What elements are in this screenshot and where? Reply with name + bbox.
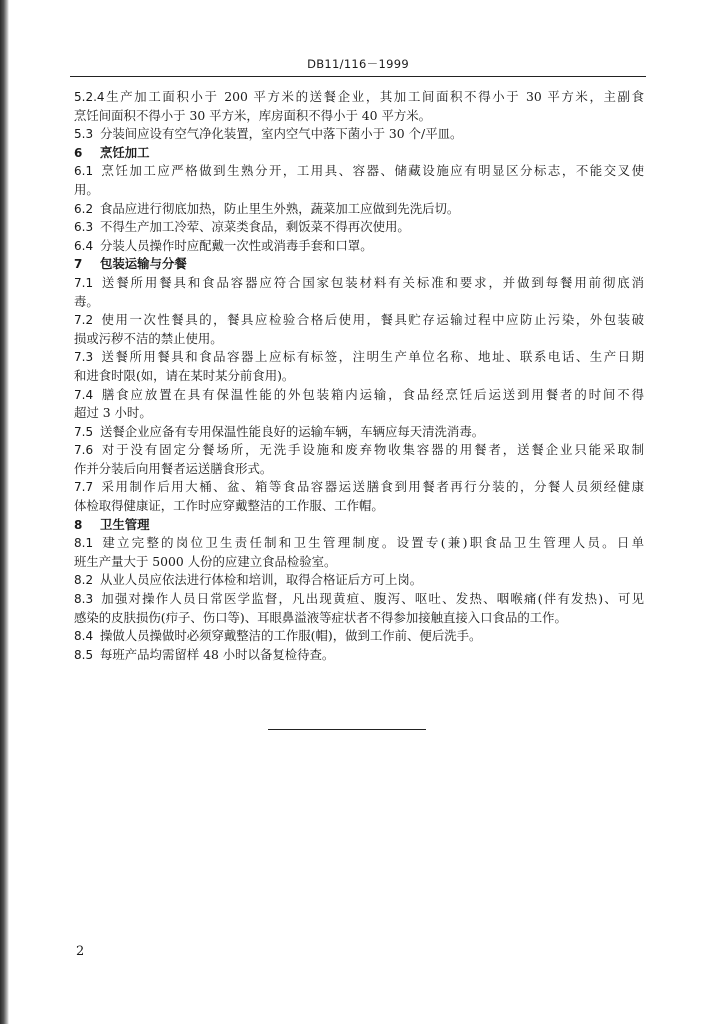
clause-8-2: 8.2 从业人员应依法进行体检和培训，取得合格证后方可上岗。	[74, 572, 423, 588]
scan-edge-shadow	[0, 0, 9, 1024]
clause-6-3: 6.3 不得生产加工冷荤、凉菜类食品，剩饭菜不得再次使用。	[74, 219, 410, 235]
clause-7-5: 7.5 送餐企业应备有专用保温性能良好的运输车辆，车辆应每天清洗消毒。	[74, 423, 485, 439]
clause-8-3-line-1: 8.3 加强对操作人员日常医学监督，凡出现黄疸、腹泻、呕吐、发热、咽喉痛(伴有发热)、可见	[74, 591, 644, 607]
section-heading-8: 8 卫生管理	[74, 516, 150, 532]
clause-5-2-4-line-2: 烹饪间面积不得小于 30 平方米，库房面积不得小于 40 平方米。	[74, 107, 432, 123]
clause-6-1-line-1: 6.1 烹饪加工应严格做到生熟分开，工用具、容器、储藏设施应有明显区分标志，不能交叉使	[74, 163, 644, 179]
clause-7-7-line-1: 7.7 采用制作后用大桶、盆、箱等食品容器运送膳食到用餐者再行分装的，分餐人员须经健康	[74, 479, 644, 495]
end-of-text-rule	[268, 729, 426, 730]
clause-8-1-line-1: 8.1 建立完整的岗位卫生责任制和卫生管理制度。设置专(兼)职食品卫生管理人员。日单	[74, 535, 644, 551]
clause-8-4: 8.4 操做人员操做时必须穿戴整洁的工作服(帽)，做到工作前、便后洗手。	[74, 628, 482, 644]
clause-8-3-line-2: 感染的皮肤损伤(疖子、伤口等)、耳眼鼻溢液等症状者不得参加接触直接入口食品的工作。	[74, 609, 567, 625]
document-body	[74, 88, 644, 664]
clause-8-1-line-2: 班生产量大于 5000 人份的应建立食品检验室。	[74, 553, 337, 569]
clause-6-4: 6.4 分装人员操作时应配戴一次性或消毒手套和口罩。	[74, 237, 373, 253]
clause-5-3: 5.3 分装间应设有空气净化装置，室内空气中落下菌小于 30 个/平皿。	[74, 126, 463, 142]
clause-7-3-line-1: 7.3 送餐所用餐具和食品容器上应标有标签，注明生产单位名称、地址、联系电话、生产日期	[74, 349, 644, 365]
clause-7-1-line-2: 毒。	[74, 293, 99, 309]
doc-code: DB11/116－1999	[307, 57, 409, 71]
clause-8-5: 8.5 每班产品均需留样 48 小时以备复检待查。	[74, 646, 335, 662]
clause-7-1-line-1: 7.1 送餐所用餐具和食品容器应符合国家包装材料有关标准和要求，并做到每餐用前彻底消	[74, 274, 644, 290]
clause-7-7-line-2: 体检取得健康证，工作时应穿戴整洁的工作服、工作帽。	[74, 498, 384, 514]
clause-7-6-line-1: 7.6 对于没有固定分餐场所，无洗手设施和废弃物收集容器的用餐者，送餐企业只能采取制	[74, 442, 644, 458]
clause-5-2-4-line-1: 5.2.4生产加工面积小于 200 平方米的送餐企业，其加工间面积不得小于 30 平方米，主副食	[74, 89, 644, 104]
clause-6-2: 6.2 食品应进行彻底加热，防止里生外熟，蔬菜加工应做到先洗后切。	[74, 200, 460, 216]
clause-7-3-line-2: 和进食时限(如，请在某时某分前食用)。	[74, 367, 295, 383]
section-heading-7: 7 包装运输与分餐	[74, 256, 187, 272]
clause-7-4-line-2: 超过 3 小时。	[74, 405, 152, 421]
page-number: 2	[76, 944, 85, 959]
clause-7-2-line-1: 7.2 使用一次性餐具的，餐具应检验合格后使用，餐具贮存运输过程中应防止污染，外包装破	[74, 312, 644, 328]
clause-7-4-line-1: 7.4 膳食应放置在具有保温性能的外包装箱内运输，食品经烹饪后运送到用餐者的时间不得	[74, 386, 644, 402]
clause-7-2-line-2: 损或污秽不洁的禁止使用。	[74, 330, 223, 346]
clause-6-1-line-2: 用。	[74, 181, 99, 197]
clause-7-6-line-2: 作并分装后向用餐者运送膳食形式。	[74, 460, 273, 476]
section-heading-6: 6 烹饪加工	[74, 144, 150, 160]
page-header	[70, 54, 646, 77]
